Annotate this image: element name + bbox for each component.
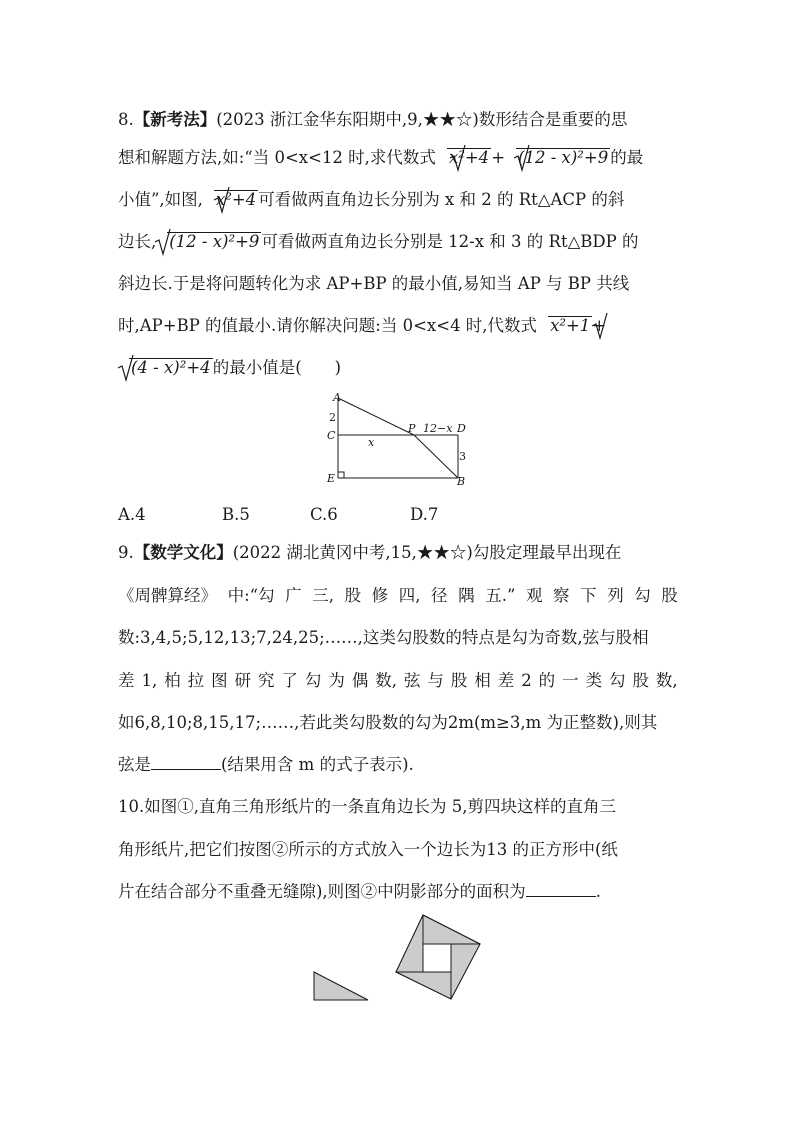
sqrt-expr-4: (4 - x)²+4 (131, 358, 211, 377)
q8-line-6: 时,AP+BP 的值最小.请你解决问题:当 0<x<4 时,代数式 x²+1 + (118, 316, 607, 335)
q8-line-7: (4 - x)²+4 的最小值是( ) (131, 358, 342, 377)
q9-line-6: 弦是 (结果用含 m 的式子表示). (118, 755, 414, 774)
q9-answer-blank[interactable] (151, 755, 221, 770)
label-x: x (368, 436, 375, 449)
q10-line-3: 片在结合部分不重叠无缝隙),则图②中阴影部分的面积为 . (118, 882, 601, 901)
q9-tag: 【数学文化】 (133, 543, 233, 562)
label-C: C (327, 429, 336, 442)
sqrt-expr-3: x²+1 (550, 316, 591, 335)
option-c[interactable]: C.6 (310, 505, 338, 524)
q9-line-2: 《周髀算经》 中:“勾 广 三, 股 修 四, 径 隅 五.” 观 察 下 列 勾 股 (118, 586, 678, 605)
q8-line-4: 边长, (12 - x)²+9 可看做两直角边长分别是 12-x 和 3 的 Rt△BDP 的 (118, 232, 639, 251)
label-12-x: 12−x (423, 422, 453, 435)
q9-line-3: 数:3,4,5;5,12,13;7,24,25;……,这类勾股数的特点是勾为奇数,弦与股相 (118, 628, 649, 647)
option-d[interactable]: D.7 (410, 505, 439, 524)
q10-figure-2-square (393, 912, 483, 1002)
sqrt-expr-2: (12 - x)²+9 (518, 148, 609, 167)
sqrt-expr-2b: (12 - x)²+9 (169, 232, 260, 251)
option-b[interactable]: B.5 (222, 505, 250, 524)
q9-line-5: 如6,8,10;8,15,17;……,若此类勾股数的勾为2m(m≥3,m 为正整数),则其 (118, 713, 658, 732)
label-two: 2 (329, 411, 336, 424)
option-a[interactable]: A.4 (118, 505, 146, 524)
label-B: B (457, 475, 466, 488)
label-three: 3 (459, 450, 466, 463)
q10-line-1: 10.如图①,直角三角形纸片的一条直角边长为 5,剪四块这样的直角三 (118, 797, 616, 816)
radical-signs (0, 0, 794, 420)
q8-tag: 【新考法】 (133, 110, 217, 129)
label-D: D (457, 422, 466, 435)
q8-line-3: 小值”,如图, x²+4 可看做两直角边长分别为 x 和 2 的 Rt△ACP 的斜 (118, 190, 625, 209)
q8-line-5: 斜边长.于是将问题转化为求 AP+BP 的最小值,易知当 AP 与 BP 共线 (118, 274, 630, 293)
label-P: P (408, 422, 416, 435)
q8-geometry-figure (326, 392, 476, 492)
sqrt-expr-1b: x²+4 (215, 190, 257, 209)
q8-line-1: 8.【新考法】(2023 浙江金华东阳期中,9,★★☆)数形结合是重要的思 (118, 110, 628, 129)
q8-line-2: 想和解题方法,如:“当 0<x<12 时,求代数式 x²+4 + (12 - x)²+9 的最 (118, 148, 644, 167)
q9-line-4: 差 1, 柏 拉 图 研 究 了 勾 为 偶 数, 弦 与 股 相 差 2 的 一 类 勾 股 数, (118, 671, 678, 690)
q9-line-1: 9.【数学文化】(2022 湖北黄冈中考,15,★★☆)勾股定理最早出现在 (118, 543, 622, 562)
sqrt-expr-1: x²+4 (448, 148, 490, 167)
q10-figure-1-triangle (312, 970, 372, 1004)
q10-line-2: 角形纸片,把它们按图②所示的方式放入一个边长为13 的正方形中(纸 (118, 840, 618, 859)
label-E: E (327, 472, 336, 485)
q10-answer-blank[interactable] (526, 882, 596, 897)
label-A: A (333, 392, 341, 404)
